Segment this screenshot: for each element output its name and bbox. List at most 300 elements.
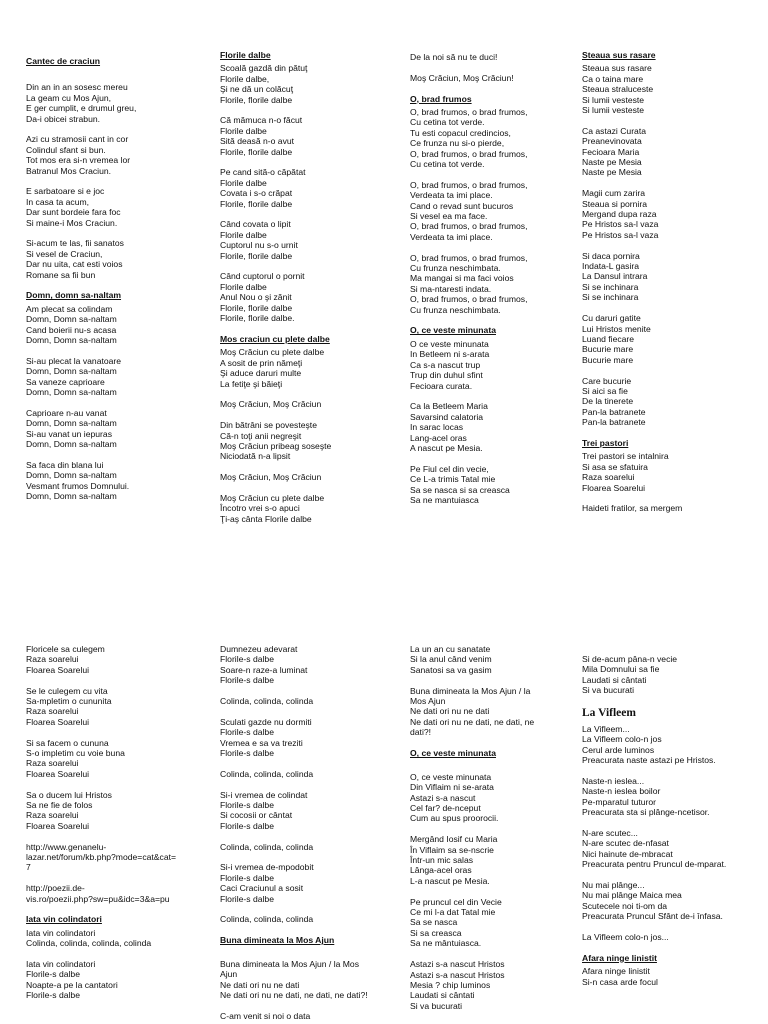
song-title: Florile dalbe (220, 50, 271, 60)
stanza-gap (220, 209, 392, 219)
stanza-gap (582, 922, 762, 932)
lyric-line: In sarac locas (410, 422, 464, 433)
lyric-line: E sarbatoare si e joc (26, 186, 105, 197)
lyric-line: Din bătrâni se povesteşte (220, 420, 317, 431)
stanza-gap (220, 1001, 392, 1011)
stanza-gap (26, 69, 198, 82)
lyric-line: Pe cand sită-o căpătat (220, 167, 306, 178)
lyric-line: Din an in an sosesc mereu (26, 82, 128, 93)
lyric-line: Colinda, colinda, colinda (220, 768, 314, 779)
lyric-line: Floarea Soarelui (26, 664, 90, 675)
stanza-gap (410, 675, 582, 685)
lyric-line: Cand o revad sunt bucuros (410, 200, 514, 211)
lyric-line: Verdeata ta imi place. (410, 190, 493, 201)
lyric-line: Si lumii vesteste (582, 94, 645, 105)
lyric-line: Care bucurie (582, 375, 632, 386)
song-title: Trei pastori (582, 437, 629, 448)
stanza-gap (26, 831, 198, 841)
lyric-line: Domn, Domn sa-naltam (26, 366, 117, 377)
lyric-line: Cu frunza neschimbata. (410, 304, 501, 315)
lyric-line: Cu cetina tot verde. (410, 159, 485, 170)
stanza-gap (220, 904, 392, 914)
top-column-3 (410, 52, 582, 522)
top-column-2 (220, 50, 392, 540)
lyric-line: Şi ne dă un colăcuţ (220, 84, 294, 95)
lyric-line: Si aici sa fie (582, 385, 628, 396)
lyric-line: Nu mai plânge... (582, 880, 645, 891)
lyric-line: Scutecele noi ti-om da (582, 900, 668, 911)
lyric-line: O ce veste minunata (410, 338, 489, 349)
lyric-line: Vesmant frumos Domnului. (26, 480, 130, 491)
lyric-line: S-o impletim cu voie buna (26, 748, 125, 759)
stanza-gap (26, 779, 198, 789)
lyric-line: Florile dalbe (220, 281, 267, 292)
stanza-gap (582, 240, 762, 250)
song-title: O, brad frumos (410, 93, 472, 104)
lyric-line: De la tinerete (582, 396, 634, 407)
lyric-line: Si ma-ntaresti indata. (410, 283, 492, 294)
lyric-line: lazar.net/forum/kb.php?mode=cat&cat= (26, 852, 177, 863)
lyric-line: Colindul sfant si bun. (26, 144, 106, 155)
lyric-line: Sa vaneze caprioare (26, 376, 105, 387)
lyric-line: Florile dalbe (220, 125, 267, 136)
lyric-line: Vremea e sa va treziti (220, 737, 303, 748)
lyric-line: Si asa se sfatuira (582, 461, 648, 472)
lyric-line: Florile dalbe (220, 229, 267, 240)
lyric-line: Lui Hristos menite (582, 323, 651, 334)
stanza-gap (582, 942, 762, 952)
song-title: Cantec de craciun (26, 56, 101, 66)
stanza-gap (220, 410, 392, 420)
song-title: O, ce veste minunata (410, 325, 496, 336)
lyric-line: Savarsind calatoria (410, 411, 484, 422)
stanza-gap (410, 83, 582, 93)
lyric-line: Florile, florile dalbe (220, 198, 293, 209)
lyric-line: Colinda, colinda, colinda (220, 696, 314, 707)
stanza-gap (26, 228, 198, 238)
lyric-line: Indata-L gasira (582, 261, 640, 272)
lyric-line: Naste pe Mesia (582, 167, 642, 178)
lyric-line: Si-i vremea de colindat (220, 789, 308, 800)
lyric-line: Tu esti copacul credincios, (410, 127, 511, 138)
lyric-line: Cum au spus proorocii. (410, 813, 499, 824)
lyric-line: Noapte-a pe la cantatori (26, 979, 118, 990)
lyric-line: Raza soarelui (26, 654, 79, 665)
song-title: Steaua sus rasare (582, 50, 656, 60)
stanza-gap (410, 453, 582, 463)
lyric-line: Dar sunt bordeie fara foc (26, 207, 121, 218)
lyric-line: Pe-mparatul tuturor (582, 796, 657, 807)
stanza-gap (220, 261, 392, 271)
stanza-gap (26, 450, 198, 460)
lyric-line: C-am venit si noi o data (220, 1011, 311, 1022)
lyric-line: Dar nu uita, cat esti voios (26, 259, 123, 270)
stanza-gap (410, 315, 582, 325)
lyric-line: Haideti fratilor, sa mergem (582, 503, 683, 514)
lyric-line: Astazi s-a nascut Hristos (410, 959, 505, 970)
lyric-line: Raza soarelui (26, 706, 79, 717)
lyric-line: Si-au vanat un iepuras (26, 428, 112, 439)
lyric-line: Buna dimineata la Mos Ajun / la Mos (220, 959, 360, 970)
stanza-gap (26, 346, 198, 356)
lyric-line: Si vesel ea ma face. (410, 211, 488, 222)
stanza-gap (410, 949, 582, 959)
lyric-line: Si se inchinara (582, 292, 639, 303)
lyric-line: Si se inchinara (582, 281, 639, 292)
lyric-line: Romane sa fii bun (26, 269, 96, 280)
lyric-line: Fecioara Maria (582, 146, 640, 157)
lyric-line: Florile, florile dalbe (220, 250, 293, 261)
lyric-line: Ca s-a nascut trup (410, 359, 481, 370)
lyric-line: Floricele sa culegem (26, 644, 105, 654)
bottom-column-1 (26, 644, 198, 1024)
stanza-gap (582, 303, 762, 313)
stanza-gap (582, 428, 762, 438)
lyric-line: La Vifleem colo-n jos (582, 734, 662, 745)
lyric-line: Da-i obicei strabun. (26, 113, 101, 124)
lyric-line: Si va bucurati (410, 1000, 463, 1011)
stanza-gap (220, 324, 392, 334)
stanza-gap (26, 949, 198, 959)
lyric-line: Moş Crăciun, Moş Crăciun (220, 399, 322, 410)
lyric-line: Sculati gazde nu dormiti (220, 716, 312, 727)
stanza-gap (26, 176, 198, 186)
lyric-line: Mergand dupa raza (582, 209, 657, 220)
lyric-line: Sa faca din blana lui (26, 459, 104, 470)
lyric-line: E ger cumplit, e drumul greu, (26, 103, 137, 114)
lyric-line: Domn, Domn sa-naltam (26, 491, 117, 502)
lyric-line: Si-au plecat la vanatoare (26, 355, 122, 366)
lyric-line: O, brad frumos, o brad frumos, (410, 148, 528, 159)
lyric-line: O, brad frumos, o brad frumos, (410, 221, 528, 232)
lyric-line: Floarea Soarelui (26, 768, 90, 779)
lyric-line: dati?! (410, 727, 432, 738)
lyric-line: La Vifleem... (582, 724, 630, 735)
lyric-line: Trei pastori se intalnira (582, 451, 669, 462)
lyric-line: Iata vin colindatori (26, 959, 96, 970)
lyric-line: Laudati si cântati (582, 674, 647, 685)
lyric-line: Lang-acel oras (410, 432, 467, 443)
lyric-line: Ne dati ori nu ne dati, ne dati, ne dati?! (220, 990, 368, 1001)
stanza-gap (220, 925, 392, 935)
lyric-line: Pe pruncul cel din Vecie (410, 896, 502, 907)
lyric-line: Moş Crăciun cu plete dalbe (220, 492, 325, 503)
lyric-line: Ca la Betleem Maria (410, 401, 488, 412)
lyric-line: La fetiţe şi băieţi (220, 378, 283, 389)
lyric-line: Florile-s dalbe (220, 654, 274, 665)
lyric-line: Domn, Domn sa-naltam (26, 439, 117, 450)
lyric-line: Si maine-i Mos Craciun. (26, 217, 118, 228)
song-title: Mos craciun cu plete dalbe (220, 333, 330, 344)
lyric-line: Naste-n ieslea... (582, 776, 645, 787)
lyric-line: Mila Domnului sa fie (582, 664, 660, 675)
stanza-gap (220, 852, 392, 862)
lyric-line: Florile-s dalbe (26, 969, 80, 980)
lyric-line: Si-i vremea de-mpodobit (220, 862, 314, 873)
lyric-line: Şi aduce daruri multe (220, 368, 302, 379)
lyric-line: Fecioara curata. (410, 380, 473, 391)
lyric-line: In casa ta acum, (26, 196, 90, 207)
lyric-line: Într-un mic salas (410, 855, 474, 866)
lyric-line: A sosit de prin nămeţi (220, 357, 303, 368)
lyric-line: Domn, Domn sa-naltam (26, 335, 117, 346)
lyric-line: Încotro vrei s-o apuci (220, 503, 300, 514)
lyric-line: Pe Hristos sa-l vaza (582, 229, 659, 240)
stanza-gap (220, 949, 392, 959)
lyric-line: Sa se nasca si sa creasca (410, 484, 510, 495)
lyric-line: În Viflaim sa se-nscrie (410, 844, 494, 855)
lyric-line: Si-acum te las, fii sanatos (26, 238, 124, 249)
lyric-line: Naste pe Mesia (582, 157, 642, 168)
stanza-gap (582, 365, 762, 375)
lyric-line: Ma mangai si ma faci voios (410, 273, 514, 284)
lyric-line: Naste-n ieslea boilor (582, 786, 661, 797)
lyric-line: Preacurata pentru Pruncul de-mparat. (582, 859, 727, 870)
lyric-line: De la noi să nu te duci! (410, 52, 498, 62)
lyric-line: Ajun (220, 969, 238, 980)
stanza-gap (410, 761, 582, 771)
lyric-line: Florile dalbe (220, 177, 267, 188)
lyric-line: Afara ninge linistit (582, 966, 650, 977)
stanza-gap (220, 686, 392, 696)
lyric-line: Astazi s-a nascut Hristos (410, 969, 505, 980)
lyric-line: Domn, Domn sa-naltam (26, 314, 117, 325)
stanza-gap (26, 675, 198, 685)
lyric-line: Anul Nou o şi zănit (220, 292, 292, 303)
lyric-line: Preacurata sta si plânge-ncetisor. (582, 807, 710, 818)
song-title: Iata vin colindatori (26, 914, 102, 925)
lyric-line: O, ce veste minunata (410, 771, 492, 782)
stanza-gap (26, 124, 198, 134)
lyric-line: Mesia ? chip luminos (410, 979, 491, 990)
lyric-line: Floarea Soarelui (26, 820, 90, 831)
song-title: La Vifleem (582, 707, 636, 720)
song-title: O, ce veste minunata (410, 748, 496, 759)
lyric-line: Când cuptorul o pornit (220, 271, 305, 282)
lyric-line: Sa ne fie de folos (26, 800, 93, 811)
lyric-line: Florile, florile dalbe. (220, 313, 295, 324)
lyric-line: Domn, Domn sa-naltam (26, 418, 117, 429)
lyric-line: Covata i s-o crăpat (220, 188, 293, 199)
bottom-column-2 (220, 644, 392, 1024)
lyric-line: Sanatosi sa va gasim (410, 664, 492, 675)
stanza-gap (582, 178, 762, 188)
lyric-line: Buna dimineata la Mos Ajun / la (410, 685, 531, 696)
lyric-line: Nu mai plânge Maica mea (582, 890, 682, 901)
lyric-line: Preacurata naste astazi pe Hristos. (582, 755, 716, 766)
top-column-4 (582, 50, 762, 540)
lyric-line: Florile-s dalbe (220, 727, 274, 738)
lyric-line: Cu daruri gatite (582, 313, 641, 324)
stanza-gap (26, 727, 198, 737)
lyric-line: Ţi-aş cânta Florile dalbe (220, 513, 312, 524)
lyric-line: Florile-s dalbe (220, 872, 274, 883)
lyric-line: Si la anul când venim (410, 654, 492, 665)
lyric-line: La Dansul intrara (582, 271, 648, 282)
lyric-line: Cu cetina tot verde. (410, 117, 485, 128)
stanza-gap (220, 462, 392, 472)
stanza-gap (410, 391, 582, 401)
stanza-gap (220, 831, 392, 841)
lyric-line: Si de-acum pâna-n vecie (582, 654, 678, 664)
lyric-line: Mergând Iosif cu Maria (410, 834, 498, 845)
lyric-line: Florile, florile dalbe (220, 146, 293, 157)
lyric-line: Steaua straluceste (582, 84, 654, 95)
lyric-line: Preanevinovata (582, 136, 642, 147)
lyric-line: 7 (26, 862, 31, 873)
lyric-line: Lânga-acel oras (410, 865, 472, 876)
stanza-gap (26, 904, 198, 914)
lyric-line: Laudati si cântati (410, 990, 475, 1001)
lyric-line: Cel far? de-nceput (410, 803, 481, 814)
lyric-line: Florile, florile dalbe (220, 94, 293, 105)
lyric-line: Caprioare n-au vanat (26, 407, 107, 418)
lyric-line: Si vesel de Craciun, (26, 248, 103, 259)
lyric-line: Batranul Mos Craciun. (26, 165, 112, 176)
lyric-line: Am plecat sa colindam (26, 303, 113, 314)
lyric-line: Florile-s dalbe (220, 748, 274, 759)
lyric-line: Florile dalbe, (220, 73, 270, 84)
lyric-line: Bucurie mare (582, 344, 634, 355)
lyric-line: Azi cu stramosii cant in cor (26, 134, 129, 145)
stanza-gap (410, 242, 582, 252)
lyric-line: O, brad frumos, o brad frumos, (410, 107, 528, 117)
lyric-line: Ne dati ori nu ne dati, ne dati, ne (410, 716, 535, 727)
lyric-line: Tot mos era si-n vremea lor (26, 155, 131, 166)
lyric-line: La un an cu sanatate (410, 644, 491, 654)
lyric-line: Florile-s dalbe (220, 820, 274, 831)
lyric-line: Si cocosii or cântat (220, 810, 293, 821)
lyric-line: Raza soarelui (26, 758, 79, 769)
song-title: Afara ninge linistit (582, 952, 657, 963)
bottom-column-4 (582, 654, 762, 1024)
lyric-line: Moş Crăciun pribeag soseşte (220, 440, 332, 451)
lyric-line: Caci Craciunul a sosit (220, 883, 304, 894)
lyric-line: Ca astazi Curata (582, 125, 647, 136)
lyric-line: Floarea Soarelui (26, 716, 90, 727)
stanza-gap (220, 706, 392, 716)
lyric-line: Nici hainute de-mbracat (582, 848, 673, 859)
stanza-gap (220, 105, 392, 115)
stanza-gap (410, 169, 582, 179)
lyric-line: Sa ne mantuiasca (410, 494, 479, 505)
lyric-line: Si va bucurati (582, 685, 635, 696)
lyric-line: Colinda, colinda, colinda (220, 914, 314, 925)
lyric-line: Florile-s dalbe (220, 675, 274, 686)
stanza-gap (410, 62, 582, 72)
lyric-line: Soare-n raze-a luminat (220, 664, 308, 675)
top-column-1 (26, 56, 198, 516)
lyric-line: Că mămuca n-o făcut (220, 115, 303, 126)
lyric-line: Sa se nasca (410, 917, 458, 928)
lyric-line: Sa o ducem lui Hristos (26, 789, 112, 800)
lyric-line: Steaua sus rasare (582, 63, 652, 74)
lyric-line: Sa ne mântuiasca. (410, 938, 482, 949)
lyric-line: Niciodată n-a lipsit (220, 451, 291, 462)
lyric-line: Cu frunza neschimbata. (410, 263, 501, 274)
lyric-line: N-are scutec de-nfasat (582, 838, 669, 849)
lyric-line: http://www.genanelu- (26, 841, 107, 852)
lyric-line: Moş Crăciun cu plete dalbe (220, 347, 325, 358)
song-title: Buna dimineata la Mos Ajun (220, 935, 335, 946)
lyric-line: Verdeata ta imi place. (410, 231, 493, 242)
lyric-line: Ce mi l-a dat Tatal mie (410, 907, 496, 918)
lyric-line: vis.ro/poezii.php?sw=pu&idc=3&a=pu (26, 893, 170, 904)
stanza-gap (582, 818, 762, 828)
lyric-line: Scoală gazdă din pătuţ (220, 63, 308, 74)
lyric-line: N-are scutec... (582, 828, 638, 839)
lyric-line: O, brad frumos, o brad frumos, (410, 294, 528, 305)
lyric-line: Dumnezeu adevarat (220, 644, 298, 654)
lyric-line: Colinda, colinda, colinda (220, 841, 314, 852)
stanza-gap (26, 873, 198, 883)
stanza-gap (220, 779, 392, 789)
lyric-line: Si daca pornira (582, 250, 640, 261)
lyric-line: Si-n casa arde focul (582, 976, 658, 987)
lyric-line: La geam cu Mos Ajun, (26, 92, 112, 103)
stanza-gap (582, 115, 762, 125)
lyric-line: Pe Fiul cel din vecie, (410, 463, 489, 474)
lyric-line: In Betleem ni s-arata (410, 349, 490, 360)
lyric-line: Iata vin colindatori (26, 927, 96, 938)
lyric-line: Când covata o lipit (220, 219, 291, 230)
lyric-line: Pan-la batranete (582, 417, 646, 428)
lyric-line: Sa-mpletim o cununita (26, 696, 112, 707)
stanza-gap (220, 389, 392, 399)
stanza-gap (220, 483, 392, 493)
lyric-line: Bucurie mare (582, 354, 634, 365)
lyric-line: http://poezii.de- (26, 883, 85, 894)
lyric-line: Din Viflaim ni se-arata (410, 782, 494, 793)
lyric-line: L-a nascut pe Mesia. (410, 875, 490, 886)
lyric-line: Raza soarelui (26, 810, 79, 821)
lyric-line: Si lumii vesteste (582, 105, 645, 116)
lyric-line: Florile, florile dalbe (220, 302, 293, 313)
lyric-line: Domn, Domn sa-naltam (26, 470, 117, 481)
lyric-line: Floarea Soarelui (582, 482, 646, 493)
lyric-line: Pe Hristos sa-l vaza (582, 219, 659, 230)
lyric-line: Si sa facem o cununa (26, 737, 109, 748)
lyric-line: Florile-s dalbe (26, 990, 80, 1001)
lyric-line: Cerul arde luminos (582, 744, 655, 755)
stanza-gap (410, 738, 582, 748)
stanza-gap (26, 280, 198, 290)
lyric-line: Ca o taina mare (582, 73, 644, 84)
lyric-line: Moş Crăciun, Moş Crăciun (220, 472, 322, 483)
lyric-line: Si sa creasca (410, 927, 462, 938)
lyric-line: Ne dati ori nu ne dati (220, 979, 300, 990)
lyric-line: Raza soarelui (582, 472, 635, 483)
lyric-line: Preacurata Pruncul Sfânt de-i înfasa. (582, 911, 723, 922)
lyric-line: Mos Ajun (410, 696, 446, 707)
lyric-line: Luand fiecare (582, 333, 635, 344)
lyric-line: La Vifleem colo-n jos... (582, 932, 669, 943)
stanza-gap (220, 758, 392, 768)
lyric-line: Magii cum zarira (582, 188, 646, 199)
stanza-gap (582, 493, 762, 503)
bottom-column-3 (410, 644, 582, 1024)
lyric-line: Pan-la batranete (582, 406, 646, 417)
lyric-line: Ce L-a trimis Tatal mie (410, 474, 496, 485)
lyric-line: Astazi s-a nascut (410, 792, 476, 803)
lyric-line: Florile-s dalbe (220, 800, 274, 811)
lyric-line: O, brad frumos, o brad frumos, (410, 252, 528, 263)
stanza-gap (582, 870, 762, 880)
stanza-gap (582, 766, 762, 776)
lyric-line: Florile-s dalbe (220, 893, 274, 904)
stanza-gap (582, 696, 762, 706)
lyric-line: Sită deasă n-o avut (220, 136, 295, 147)
